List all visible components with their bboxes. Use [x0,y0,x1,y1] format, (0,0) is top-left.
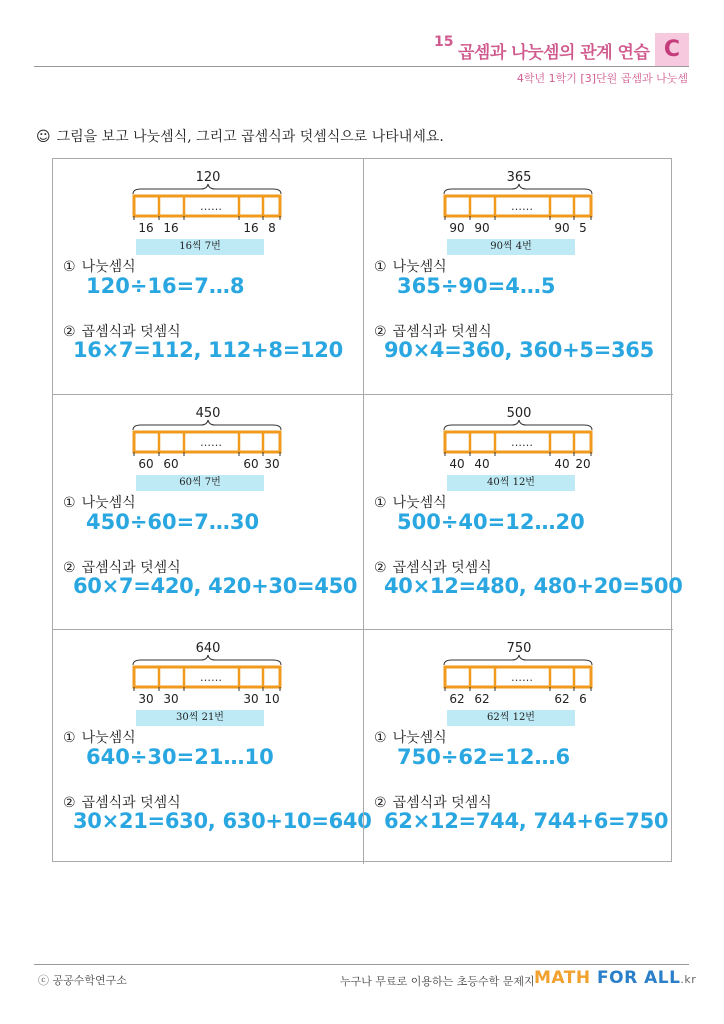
division-diagram [364,159,674,239]
problem-cell [53,629,372,864]
segment-label: 62 [449,692,465,706]
segment-label: 60 [243,457,259,471]
multiplication-heading-text: 곱셈식과 덧셈식 [392,324,492,340]
remainder-label: 8 [268,221,276,235]
count-band: 62씩 12번 [447,710,575,726]
problem-cell [53,394,363,629]
footer-tagline: 누구나 무료로 이용하는 초등수학 문제지 [340,975,535,988]
footer-divider [34,964,689,965]
remainder-label: 30 [264,457,280,471]
total-label: 750 [506,641,532,656]
multiplication-answer: 30×21=630, 630+10=640 [73,809,372,833]
segment-label: 16 [163,221,179,235]
count-band: 90씩 4번 [447,239,575,255]
division-heading-text: 나눗셈식 [392,259,447,275]
multiplication-answer: 60×7=420, 420+30=450 [73,574,358,598]
marker-2: ② [374,795,387,811]
segment-label: 90 [449,221,465,235]
segment-label: 90 [554,221,570,235]
bar-ellipsis: …… [511,436,533,449]
count-band: 30씩 21번 [136,710,264,726]
problem-cell [363,629,673,864]
segment-label: 62 [474,692,490,706]
segment-label: 60 [138,457,154,471]
marker-1: ① [63,730,76,746]
brand-kr: .kr [680,973,697,986]
bar-ellipsis: …… [200,200,222,213]
problem-cell [363,159,673,394]
segment-label: 90 [474,221,490,235]
level-badge: C [655,33,689,67]
multiplication-heading-text: 곱셈식과 덧셈식 [81,324,181,340]
division-answer: 640÷30=21…10 [86,745,274,769]
division-answer: 450÷60=7…30 [86,510,260,534]
division-answer: 750÷62=12…6 [397,745,571,769]
division-heading [374,256,447,276]
smiley-icon: ☺ [36,129,51,145]
total-brace [444,184,592,194]
segment-label: 30 [243,692,259,706]
brand-logo [534,968,696,988]
division-heading [63,492,136,512]
division-diagram [53,395,363,475]
multiplication-answer: 16×7=112, 112+8=120 [73,338,343,362]
page-title: 곱셈과 나눗셈의 관계 연습 [458,43,650,63]
marker-1: ① [374,730,387,746]
total-label: 120 [195,170,221,185]
segment-label: 40 [449,457,465,471]
segment-label: 16 [243,221,259,235]
division-heading [63,256,136,276]
multiplication-answer: 62×12=744, 744+6=750 [384,809,669,833]
segment-label: 60 [163,457,179,471]
copyright: ⓒ 공공수학연구소 [38,974,127,987]
remainder-label: 6 [579,692,587,706]
multiplication-heading-text: 곱셈식과 덧셈식 [392,560,492,576]
instruction [36,126,444,146]
marker-2: ② [374,560,387,576]
marker-2: ② [63,324,76,340]
segment-label: 30 [138,692,154,706]
marker-2: ② [63,795,76,811]
bar-ellipsis: …… [200,671,222,684]
segment-label: 62 [554,692,570,706]
bar-ellipsis: …… [511,200,533,213]
total-label: 640 [195,641,221,656]
division-heading-text: 나눗셈식 [392,730,447,746]
count-band: 60씩 7번 [136,475,264,491]
segment-label: 16 [138,221,154,235]
marker-1: ① [374,495,387,511]
total-brace [133,420,281,430]
problem-grid [52,158,683,862]
header-divider [34,66,689,67]
division-answer: 500÷40=12…20 [397,510,585,534]
marker-1: ① [63,259,76,275]
problem-cell [363,394,683,629]
remainder-label: 20 [575,457,591,471]
division-heading [63,727,136,747]
multiplication-answer: 40×12=480, 480+20=500 [384,574,683,598]
instruction-text: 그림을 보고 나눗셈식, 그리고 곱셈식과 덧셈식으로 나타내세요. [56,129,444,145]
division-heading-text: 나눗셈식 [81,259,136,275]
remainder-label: 10 [264,692,280,706]
brand-forall: FOR ALL [597,968,681,988]
division-answer: 120÷16=7…8 [86,274,245,298]
bar-ellipsis: …… [511,671,533,684]
division-heading-text: 나눗셈식 [392,495,447,511]
multiplication-heading-text: 곱셈식과 덧셈식 [392,795,492,811]
division-answer: 365÷90=4…5 [397,274,556,298]
lesson-number: 15 [434,34,454,50]
count-band: 16씩 7번 [136,239,264,255]
count-band: 40씩 12번 [447,475,575,491]
marker-1: ① [374,259,387,275]
total-label: 500 [506,406,532,421]
division-heading [374,727,447,747]
marker-2: ② [374,324,387,340]
total-brace [444,655,592,665]
division-diagram [364,395,674,475]
multiplication-heading-text: 곱셈식과 덧셈식 [81,795,181,811]
segment-label: 30 [163,692,179,706]
segment-label: 40 [474,457,490,471]
total-label: 365 [506,170,532,185]
total-brace [133,655,281,665]
marker-1: ① [63,495,76,511]
division-heading [374,492,447,512]
multiplication-answer: 90×4=360, 360+5=365 [384,338,654,362]
brand-math: MATH [534,968,591,988]
division-diagram [364,630,674,710]
marker-2: ② [63,560,76,576]
division-heading-text: 나눗셈식 [81,730,136,746]
division-heading-text: 나눗셈식 [81,495,136,511]
division-diagram [53,630,363,710]
total-brace [444,420,592,430]
problem-cell [53,159,363,394]
page-subtitle: 4학년 1학기 [3]단원 곱셈과 나눗셈 [516,72,688,85]
remainder-label: 5 [579,221,587,235]
total-label: 450 [195,406,221,421]
division-diagram [53,159,363,239]
bar-ellipsis: …… [200,436,222,449]
page-header [0,0,724,90]
segment-label: 40 [554,457,570,471]
total-brace [133,184,281,194]
multiplication-heading-text: 곱셈식과 덧셈식 [81,560,181,576]
